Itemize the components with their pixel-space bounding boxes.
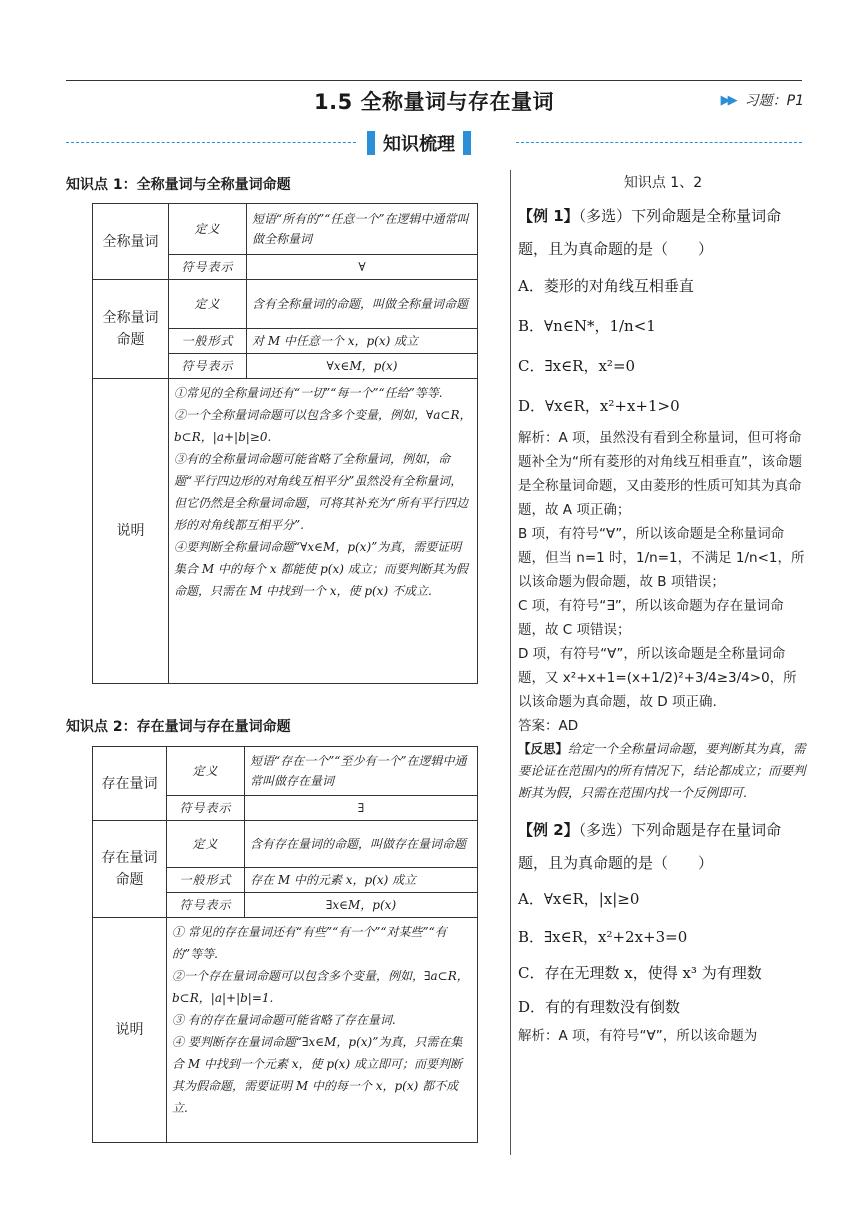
example-2-analysis: 解析：A 项，有符号“∀”，所以该命题为 [518,1027,758,1044]
example-2-option-b: B．∃x∈R，x²+2x+3=0 [518,927,688,946]
example-1-analysis-a: 解析：A 项，虽然没有看到全称量词，但可将命题补全为“所有菱形的对角线互相垂直”，该命题是全称量词命题，又由菱形的性质可知其为真命题，故 A 项正确； [518,429,802,518]
kp2-notes [167,918,478,1143]
kp1-sym-label: 符号表示 [169,255,247,280]
section-dash-right [516,142,802,143]
kp2-prop-sym-value: ∃x∈M，p(x) [245,893,478,918]
kp1-prop-sym-value: ∀x∈M，p(x) [247,354,478,379]
column-divider [510,170,511,1155]
kp1-note-3: ③有的全称量词命题可能省略了全称量词，例如，命题“平行四边形的对角线互相平分”虽然没有全称量词，但它仍然是全称量词命题，可将其补充为“所有平行四边形的对角线都互相平分”. [174,452,469,532]
example-1-text: （多选）下列命题是全称量词命题，且为真命题的是（ ） [518,206,782,258]
kp2-form-label: 一般形式 [167,868,245,893]
kp1-table [92,203,478,684]
kp1-universal-prop-head: 全称量词命题 [93,280,169,379]
kp2-def-text: 短语“存在一个”“至少有一个”在逻辑中通常叫做存在量词 [245,747,478,796]
right-kp-label: 知识点 1、2 [623,175,703,191]
table-row [93,821,478,868]
right-column [518,172,808,1048]
example-2-option-d: D．有的有理数没有倒数 [518,997,681,1016]
example-1-question [518,200,808,266]
kp1-def-text: 短语“所有的”“任意一个”在逻辑中通常叫做全称量词 [247,204,478,255]
table-row [93,918,478,1143]
kp1-form-label: 一般形式 [169,329,247,354]
example-1-analysis-b: B 项，有符号“∀”，所以该命题是全称量词命题，但当 n=1 时，1/n=1，不满足 1/n<1，所以该命题为假命题，故 B 项错误； [518,525,805,590]
kp1-note-1: ①常见的全称量词还有“一切”“每一个”“任给”等等. [174,386,443,400]
kp1-prop-def-text: 含有全称量词的命题，叫做全称量词命题 [247,280,478,329]
kp1-note-head: 说明 [93,379,169,684]
table-row [93,747,478,796]
kp2-note-2: ②一个存在量词命题可以包含多个变量，例如，∃a⊂R，b⊂R，|a|+|b|=1. [172,969,469,1005]
kp2-table [92,746,478,1143]
section-heading [367,129,471,157]
exercise-label: 习题：P1 [744,93,804,109]
kp2-prop-def-text: 含有存在量词的命题，叫做存在量词命题 [245,821,478,868]
example-1-analysis-c: C 项，有符号“∃”，所以该命题为存在量词命题，故 C 项错误； [518,597,784,638]
kp1-note-2: ②一个全称量词命题可以包含多个变量，例如，∀a⊂R，b⊂R，|a+|b|≥0. [174,408,472,444]
kp1-prop-def-label: 定义 [169,280,247,329]
kp1-prop-sym-label: 符号表示 [169,354,247,379]
kp2-note-3: ③ 有的存在量词命题可能省略了存在量词. [172,1013,396,1027]
kp1-universal-quantifier-head: 全称量词 [93,204,169,280]
example-1-option-c: C．∃x∈R，x²=0 [518,356,636,375]
reflection-tag: 【反思】 [518,740,569,756]
section-title: 知识梳理 [383,134,455,155]
example-2-tag: 【例 2】 [518,820,579,839]
section-dash-left [66,142,356,143]
kp1-notes [169,379,478,684]
top-rule [66,80,802,81]
page-title: 1.5 全称量词与存在量词 [313,90,554,114]
kp1-title: 知识点 1：全称量词与全称量词命题 [66,177,291,193]
kp2-form-text: 存在 M 中的元素 x，p(x) 成立 [245,868,478,893]
example-1-tag: 【例 1】 [518,206,579,225]
reflection [518,738,808,804]
example-2-text: （多选）下列命题是存在量词命题，且为真命题的是（ ） [518,820,782,872]
kp1-sym-value: ∀ [247,255,478,280]
kp1-def-label: 定义 [169,204,247,255]
kp2-prop-sym-label: 符号表示 [167,893,245,918]
exercise-ref[interactable] [721,90,804,110]
table-row [93,204,478,255]
example-1-option-d: D．∀x∈R，x²+x+1>0 [518,396,680,415]
kp2-note-head: 说明 [93,918,167,1143]
example-2-question [518,814,808,880]
kp1-form-text: 对 M 中任意一个 x，p(x) 成立 [247,329,478,354]
table-row [93,280,478,329]
kp2-existential-quantifier-head: 存在量词 [93,747,167,821]
example-1-answer: 答案：AD [518,717,579,734]
example-1-analysis-d: D 项，有符号“∀”，所以该命题是全称量词命题，又 x²+x+1=(x+1/2)²+3/4≥3/4>0，所以该命题为真命题，故 D 项正确. [518,645,797,710]
example-2-option-a: A．∀x∈R，|x|≥0 [518,889,640,908]
example-1-option-b: B．∀n∈N*，1/n<1 [518,316,656,335]
table-row [93,379,478,684]
kp2-def-label: 定义 [167,747,245,796]
kp2-note-4: ④ 要判断存在量词命题“∃x∈M，p(x)”为真，只需在集合 M 中找到一个元素 x，使 p(x) 成立即可；而要判断其为假命题，需要证明 M 中的每一个 x，p(x) 都不成立. [172,1035,463,1115]
kp2-sym-label: 符号表示 [167,796,245,821]
kp2-sym-value: ∃ [245,796,478,821]
example-2-option-c: C．存在无理数 x，使得 x³ 为有理数 [518,963,762,982]
reflection-text: 给定一个全称量词命题，要判断其为真，需要论证在范围内的所有情况下，结论都成立；而要判断其为假，只需在范围内找一个反例即可. [518,740,806,800]
kp2-note-1: ① 常见的存在量词还有“有些”“有一个”“对某些”“有的”等等. [172,925,447,961]
play-arrows-icon: ▶▶ [720,92,735,108]
kp1-note-4: ④要判断全称量词命题“∀x∈M，p(x)”为真，需要证明集合 M 中的每个 x 都能使 p(x) 成立；而要判断其为假命题，只需在 M 中找到一个 x，使 p(x) 不成立. [174,540,468,598]
kp2-existential-prop-head: 存在量词命题 [93,821,167,918]
section-bar-left [367,131,375,155]
example-1-option-a: A．菱形的对角线互相垂直 [518,276,694,295]
section-bar-right [463,131,471,155]
kp2-prop-def-label: 定义 [167,821,245,868]
kp2-title: 知识点 2：存在量词与存在量词命题 [66,719,291,735]
